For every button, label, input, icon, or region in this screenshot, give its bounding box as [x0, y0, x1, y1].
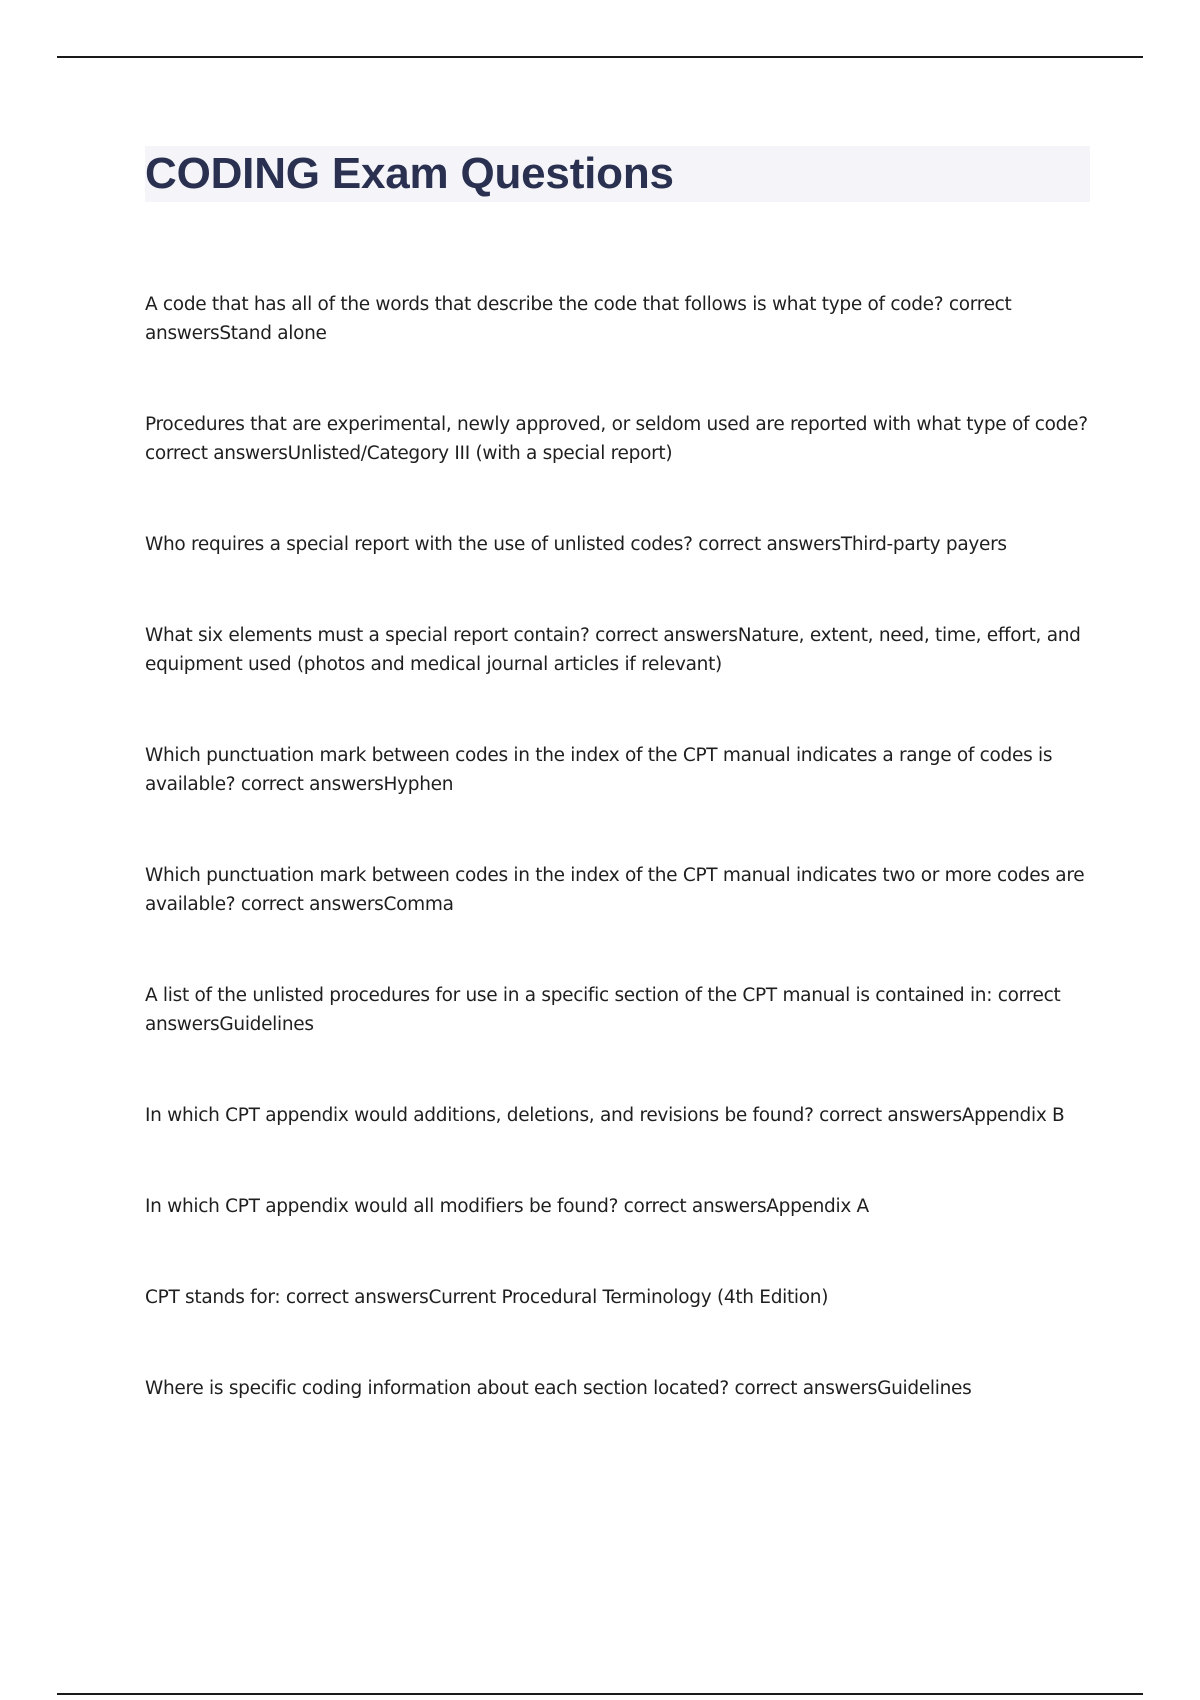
qa-item-11: Where is specific coding information about each section located? correct answersGuidelines: [145, 1378, 972, 1399]
qa-item-5: Which punctuation mark between codes in the index of the CPT manual indicates a range of codes is available? correct answersHyphen: [145, 745, 1053, 795]
qa-item-8: In which CPT appendix would additions, deletions, and revisions be found? correct answersAppendix B: [145, 1105, 1065, 1126]
qa-item-3: Who requires a special report with the use of unlisted codes? correct answersThird-party payers: [145, 534, 1007, 555]
qa-item-10: CPT stands for: correct answersCurrent Procedural Terminology (4th Edition): [145, 1287, 829, 1308]
title-banner: [145, 146, 1090, 202]
bottom-rule: [57, 1693, 1143, 1695]
qa-item-4: What six elements must a special report contain? correct answersNature, extent, need, time, effort, and equipment used (photos and medical journal articles if relevant): [145, 625, 1081, 675]
qa-item-9: In which CPT appendix would all modifiers be found? correct answersAppendix A: [145, 1196, 869, 1217]
qa-item-7: A list of the unlisted procedures for use in a specific section of the CPT manual is contained in: correct answersGuidelines: [145, 985, 1061, 1035]
top-rule: [57, 56, 1143, 58]
qa-item-2: Procedures that are experimental, newly approved, or seldom used are reported with what type of code? correct answersUnlisted/Category III (with a special report): [145, 414, 1088, 464]
document-title: CODING Exam Questions: [145, 149, 674, 198]
qa-item-6: Which punctuation mark between codes in the index of the CPT manual indicates two or more codes are available? correct answersComma: [145, 865, 1085, 915]
qa-item-1: A code that has all of the words that describe the code that follows is what type of code? correct answersStand alone: [145, 294, 1012, 344]
document-body: [145, 146, 1090, 1399]
qa-list: [145, 290, 1090, 1403]
